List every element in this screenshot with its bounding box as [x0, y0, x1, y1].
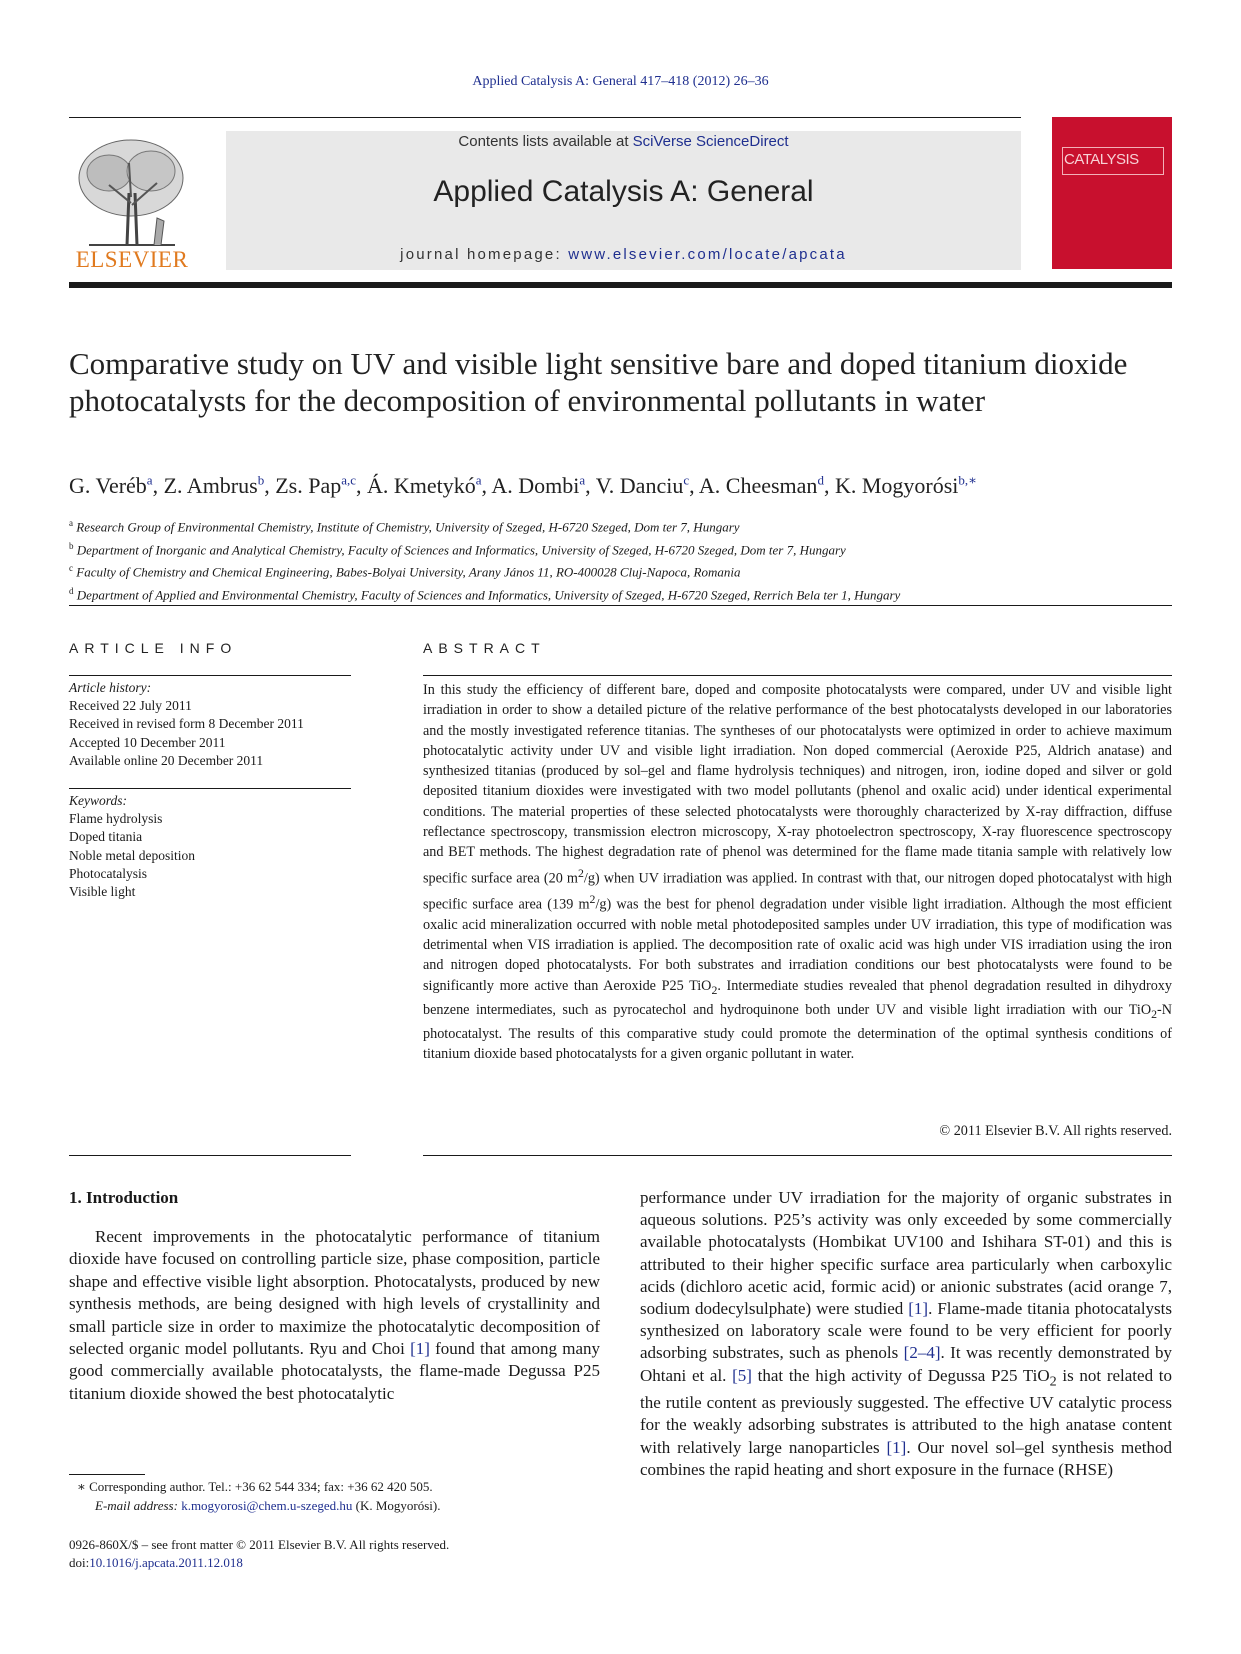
author-2[interactable] [164, 473, 276, 498]
keyword: Photocatalysis [69, 865, 147, 881]
sciverse-link[interactable]: SciVerse ScienceDirect [632, 133, 789, 150]
author-name: V. Danciu [595, 473, 684, 499]
article-history [69, 679, 351, 770]
email-line [69, 1497, 609, 1516]
introduction-left-column [69, 1226, 600, 1405]
affiliation-d [69, 582, 1169, 605]
abstract-superscript: 2 [577, 865, 584, 880]
article-info-rule [69, 675, 351, 676]
author-3[interactable] [275, 473, 367, 498]
homepage-link[interactable]: www.elsevier.com/locate/apcata [568, 246, 847, 263]
author-name: Z. Ambrus [163, 473, 258, 499]
affiliation-key: a [69, 518, 73, 528]
keywords-label: Keywords: [69, 793, 127, 808]
history-accepted: Accepted 10 December 2011 [69, 734, 226, 750]
body-text: . It was recently demonstrated by Ohtani et al. [640, 1343, 1172, 1385]
history-label: Article history: [69, 680, 152, 695]
author-8[interactable] [835, 473, 977, 498]
author-affiliation-mark[interactable]: b,∗ [958, 473, 977, 488]
body-text: Recent improvements in the photocatalytic performance of titanium dioxide have focused on controlling particle size, phase composition, particle shape and effective visible light absorption. Photocatalysts, produced by new synthesis methods, are being designed with high levels of crystallinity and small particle size in order to maximize the photocatalytic decomposition of selected organic model pollutants. Ryu and Choi [69, 1227, 600, 1359]
author-1[interactable] [69, 473, 164, 498]
author-separator: , [823, 473, 835, 499]
body-text: found that among many good commercially available photocatalysts, the flame-made Degussa P25 titanium dioxide showed the best photocatalytic [69, 1339, 600, 1403]
article-info-rule [69, 788, 351, 789]
abstract-rule [423, 1155, 1172, 1156]
elsevier-logo[interactable] [69, 133, 195, 273]
author-name: Á. Kmetykó [367, 473, 476, 499]
citation-link[interactable]: [1] [908, 1299, 929, 1319]
author-affiliation-mark[interactable]: c [683, 473, 690, 488]
affiliation-text: Department of Applied and Environmental Chemistry, Faculty of Sciences and Informatics, University of Szeged, H-6720 Szeged, Rerrich Bela ter 1, Hungary [76, 587, 901, 603]
doi-line [69, 1554, 609, 1572]
author-separator: , [689, 473, 699, 499]
doi-link[interactable]: 10.1016/j.apcata.2011.12.018 [89, 1555, 243, 1570]
affiliation-a [69, 514, 1169, 537]
author-name: A. Dombi [491, 473, 580, 499]
affiliation-c [69, 559, 1169, 582]
keyword: Doped titania [69, 829, 143, 845]
abstract-text: -N photocatalyst. The results of this comparative study could promote the determination of the optimal synthesis conditions of titanium dioxide based photocatalysts for a given organic pollutant in water. [423, 1001, 1172, 1063]
abstract-text: /g) when UV irradiation was applied. In contrast with that, our nitrogen doped photocatalyst with high specific surface area (139 m [423, 870, 1172, 913]
affiliation-key: d [69, 585, 74, 596]
body-text: performance under UV irradiation for the majority of organic substrates in aqueous solutions. P25’s activity was only exceeded by some commercially available photocatalysts (Hombikat UV100 and Ishihara ST-01) and this is attributed to their higher specific surface area particularly when carboxylic acids (dichloro acetic acid, formic acid) or anionic substrates (acid orange 7, sodium dodecylsulphate) were studied [640, 1188, 1172, 1319]
homepage-prefix: journal homepage: [400, 246, 562, 263]
header-thick-rule [69, 282, 1172, 288]
cover-title: CATALYSIS [1064, 151, 1139, 168]
affiliation-key: b [69, 540, 74, 551]
author-4[interactable] [367, 473, 491, 498]
history-revised: Received in revised form 8 December 2011 [69, 716, 304, 732]
author-separator: , [264, 473, 276, 499]
author-separator: , [356, 473, 367, 499]
introduction-heading: 1. Introduction [69, 1188, 179, 1207]
author-5[interactable] [491, 473, 595, 498]
journal-homepage [226, 246, 1021, 263]
author-name: K. Mogyorósi [834, 473, 959, 499]
footnote-rule [69, 1474, 145, 1475]
author-affiliation-mark[interactable]: a,c [341, 473, 356, 488]
email-suffix: (K. Mogyorósi). [352, 1497, 441, 1513]
journal-masthead [226, 131, 1021, 270]
citation-link[interactable]: [1] [886, 1437, 907, 1457]
keyword: Flame hydrolysis [69, 811, 163, 827]
article-info-heading: ARTICLE INFO [69, 640, 238, 656]
author-6[interactable] [596, 473, 699, 498]
body-text: is not related to the rutile content as previously suggested. The effective UV catalytic process for the weakly adsorbing substrates is attributed to the high anatase content with relatively large nanoparticles [640, 1365, 1172, 1457]
abstract-copyright: © 2011 Elsevier B.V. All rights reserved. [939, 1123, 1172, 1139]
abstract-superscript: 2 [589, 891, 596, 906]
corresponding-author-footnote [69, 1478, 609, 1515]
author-name: G. Veréb [69, 473, 147, 499]
email-label: E-mail address: [95, 1497, 178, 1513]
body-text: that the high activity of Degussa P25 TiO [751, 1365, 1050, 1385]
author-affiliation-mark[interactable]: a [146, 473, 153, 488]
issn-line: 0926-860X/$ – see front matter © 2011 Elsevier B.V. All rights reserved. [69, 1537, 450, 1552]
history-received: Received 22 July 2011 [69, 698, 192, 714]
citation-link[interactable]: [5] [732, 1365, 752, 1385]
affiliation-b [69, 537, 1169, 560]
abstract-text: . Intermediate studies revealed that phenol degradation resulted in dihydroxy benzene intermediates, such as pyrocatechol and hydroquinone both under UV and visible light irradiation with our TiO [423, 977, 1172, 1018]
keyword: Visible light [69, 884, 136, 900]
introduction-right-column [640, 1187, 1172, 1481]
author-name: Zs. Pap [275, 473, 342, 499]
keyword: Noble metal deposition [69, 847, 195, 863]
author-separator: , [152, 473, 164, 499]
elsevier-wordmark: ELSEVIER [75, 247, 189, 272]
affiliation-text: Research Group of Environmental Chemistry, Institute of Chemistry, University of Szeged, H-6720 Szeged, Dom ter 7, Hungary [76, 519, 740, 535]
author-name: A. Cheesman [698, 473, 818, 499]
author-affiliation-mark[interactable]: b [257, 473, 265, 488]
body-subscript: 2 [1049, 1373, 1057, 1390]
abstract-heading: ABSTRACT [423, 640, 546, 656]
affiliation-text: Department of Inorganic and Analytical Chemistry, Faculty of Sciences and Informatics, University of Szeged, H-6720 Szeged, Dom ter 7, Hungary [76, 541, 846, 557]
author-list [69, 473, 1169, 499]
doi-label: doi: [69, 1555, 90, 1570]
front-matter [69, 1536, 609, 1572]
author-affiliation-mark[interactable]: d [817, 473, 824, 488]
article-title: Comparative study on UV and visible light sensitive bare and doped titanium dioxide photocatalysts for the decomposition of environmental pollutants in water [69, 346, 1128, 418]
affiliation-key: c [69, 563, 73, 574]
affiliations [69, 514, 1169, 605]
corresponding-author-line: ∗ Corresponding author. Tel.: +36 62 544 334; fax: +36 62 420 505. [77, 1479, 433, 1494]
author-separator: , [481, 473, 492, 499]
abstract-subscript: 2 [711, 982, 718, 997]
author-separator: , [585, 473, 596, 499]
abstract-text: In this study the efficiency of different bare, doped and composite photocatalysts were compared, under UV and visible light irradiation in order to show a detailed picture of the relative performance of the best photocatalysts developed in our laboratories and the mostly investigated reference titanias. The syntheses of our photocatalysts were optimized in order to achieve maximum photocatalytic activity under UV and visible light irradiation. Non doped commercial (Aeroxide P25, Aldrich anatase) and synthesized titanias (produced by sol–gel and flame hydrolysis techniques) and nitrogen, iron, iodine doped and silver or gold deposited titanium dioxides were investigated with two model pollutants (phenol and oxalic acid) under identical experimental conditions. The material properties of these selected photocatalysts were thoroughly characterized by X-ray diffraction, diffuse reflectance spectroscopy, transmission electron microscopy, X-ray photoelectron spectroscopy, X-ray fluorescence spectroscopy and BET methods. The highest degradation rate of phenol was determined for the flame made titania sample with relatively low specific surface area (20 m [423, 682, 1172, 887]
email-link[interactable]: k.mogyorosi@chem.u-szeged.hu [181, 1497, 353, 1513]
abstract-body [423, 680, 1172, 1064]
body-text: . Our novel sol–gel synthesis method combines the rapid heating and short exposure in the furnace (RHSE) [640, 1437, 1172, 1479]
citation-link[interactable]: [1] [410, 1339, 430, 1359]
journal-reference[interactable]: Applied Catalysis A: General 417–418 (2012) 26–36 [472, 74, 769, 89]
abstract-subscript: 2 [1151, 1006, 1158, 1021]
keywords [69, 792, 351, 901]
abstract-rule [423, 675, 1172, 676]
author-affiliation-mark[interactable]: a [579, 473, 586, 488]
author-7[interactable] [699, 473, 835, 498]
article-info-rule [69, 1155, 351, 1156]
abstract-text: /g) was the best for phenol degradation under visible light irradiation. Although the most efficient oxalic acid mineralization occurred with noble metal photodeposited samples under UV irradiation, this type of modification was detrimental when VIS irradiation is applied. The decomposition rate of oxalic acid was high under VIS irradiation using the iron and nitrogen doped photocatalysts. For both substrates and irradiation conditions our best photocatalysts were found to be significantly more active than Aeroxide P25 TiO [423, 896, 1172, 994]
header-rule [69, 117, 1021, 118]
affiliation-rule [69, 605, 1172, 606]
contents-prefix: Contents lists available at [458, 133, 629, 150]
author-affiliation-mark[interactable]: a [475, 473, 482, 488]
body-text: . Flame-made titania photocatalysts synthesized on laboratory scale were found to be very efficient for poorly adsorbing substrates, such as phenols [640, 1299, 1173, 1363]
history-online: Available online 20 December 2011 [69, 752, 264, 768]
journal-name: Applied Catalysis A: General [433, 175, 814, 208]
journal-cover-thumbnail[interactable] [1052, 117, 1172, 269]
affiliation-text: Faculty of Chemistry and Chemical Engineering, Babes-Bolyai University, Arany János 11, RO-400028 Cluj-Napoca, Romania [76, 564, 741, 580]
contents-line [226, 133, 1021, 150]
citation-link[interactable]: [2–4] [903, 1343, 941, 1363]
